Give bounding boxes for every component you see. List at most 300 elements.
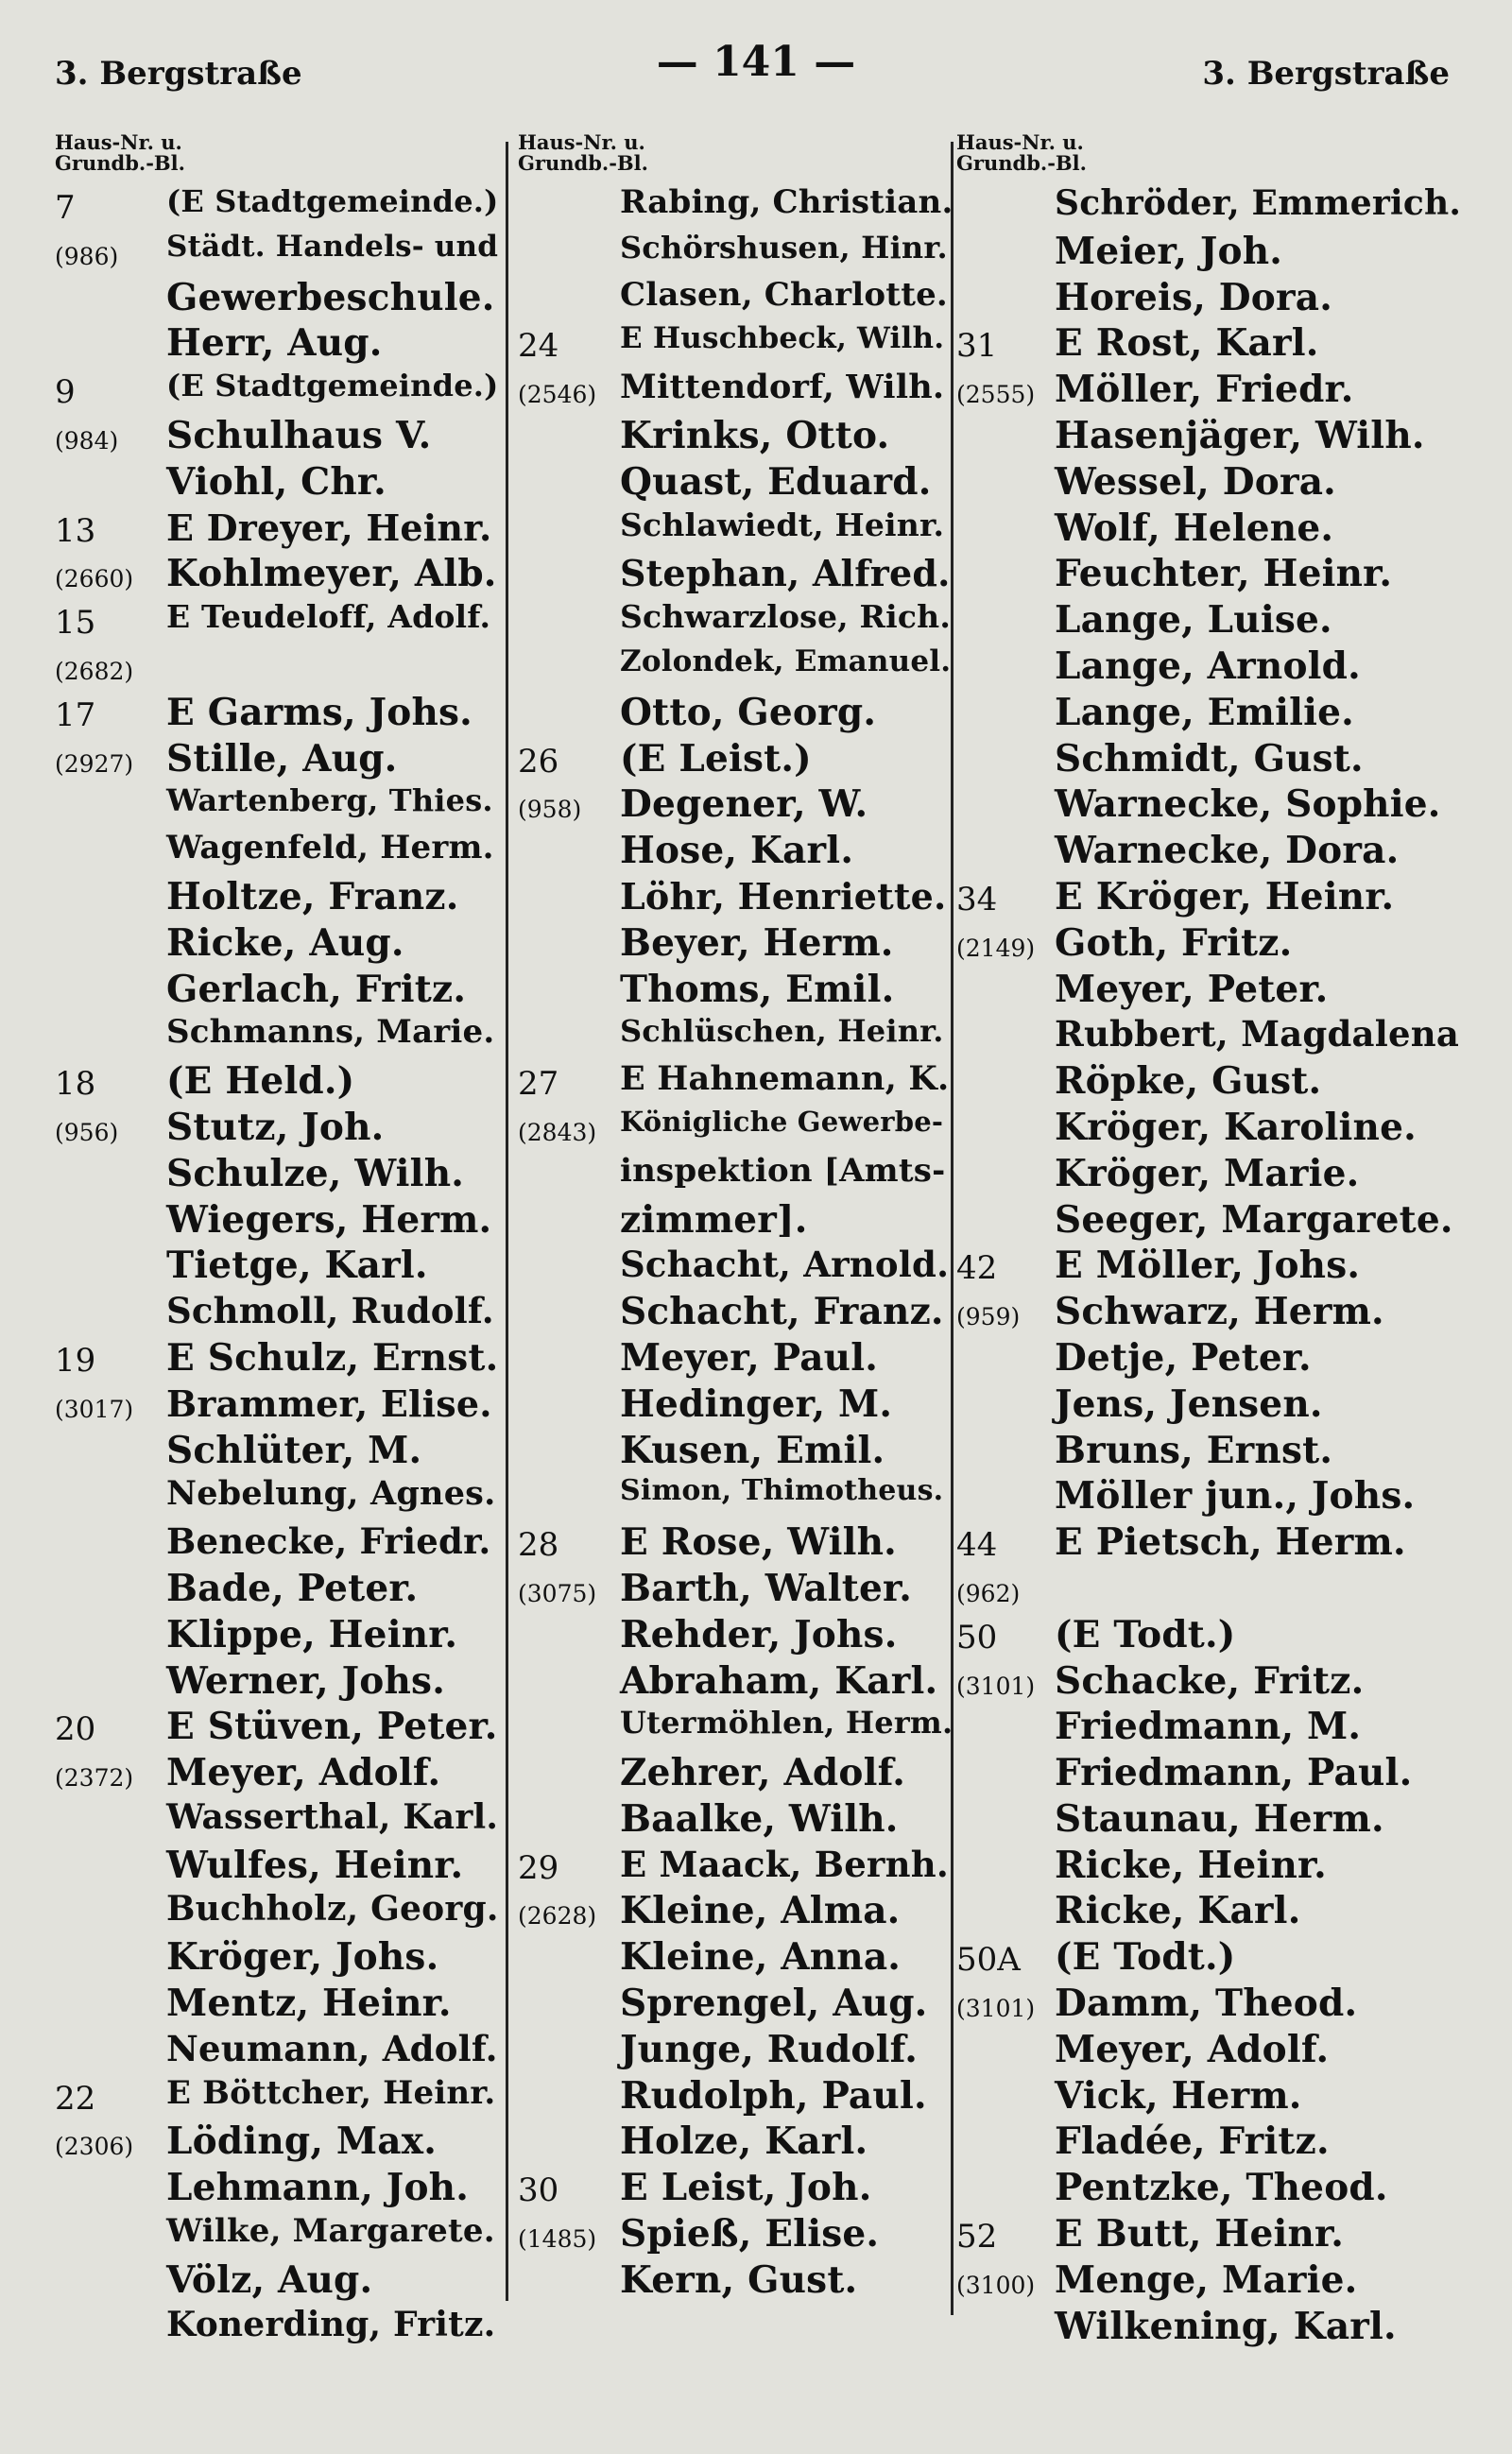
resident-entry: Rehder, Johs. <box>620 1612 898 1656</box>
list-item <box>518 1659 953 1706</box>
list-item <box>956 644 1467 691</box>
resident-entry: Kern, Gust. <box>620 2257 858 2302</box>
parcel-number: (958) <box>518 796 582 824</box>
resident-entry: Schwarzlose, Rich. <box>620 598 952 636</box>
list-item <box>55 1935 499 1982</box>
resident-entry: Clasen, Charlotte. <box>620 275 948 314</box>
list-item <box>55 2212 499 2258</box>
list-item <box>956 1982 1467 2028</box>
resident-entry: Buchholz, Georg. <box>166 1889 499 1930</box>
house-number: 22 <box>55 2079 96 2118</box>
column-header-line1: Haus-Nr. u. <box>55 130 182 154</box>
list-item <box>518 875 953 921</box>
list-item <box>55 737 499 783</box>
list-item <box>518 598 953 644</box>
list-item <box>55 2119 499 2166</box>
resident-entry: Simon, Thimotheus. <box>620 1474 944 1508</box>
house-number: 18 <box>55 1065 96 1104</box>
list-item <box>956 1659 1467 1706</box>
page-number: — 141 — <box>656 38 856 86</box>
list-item <box>956 506 1467 553</box>
list-item <box>956 1797 1467 1844</box>
list-item <box>956 1198 1467 1244</box>
resident-entry: Zehrer, Adolf. <box>620 1751 905 1795</box>
list-item <box>518 782 953 829</box>
resident-entry: E Huschbeck, Wilh. <box>620 321 945 356</box>
list-item <box>518 183 953 230</box>
list-item <box>956 1429 1467 1475</box>
resident-entry: Thoms, Emil. <box>620 967 895 1011</box>
resident-entry: Feuchter, Heinr. <box>1055 552 1393 596</box>
column-header <box>956 132 1467 178</box>
resident-entry: Friedmann, M. <box>1055 1705 1362 1749</box>
resident-entry: Schacht, Arnold. <box>620 1244 950 1286</box>
list-item <box>55 829 499 875</box>
resident-entry: Hedinger, M. <box>620 1381 893 1426</box>
resident-entry: Schörshusen, Hinr. <box>620 229 948 266</box>
list-item <box>518 691 953 737</box>
resident-entry: Löding, Max. <box>166 2119 437 2164</box>
resident-entry: Fladée, Fritz. <box>1055 2119 1330 2164</box>
resident-entry: Meyer, Adolf. <box>166 1751 441 1795</box>
list-item <box>518 968 953 1014</box>
parcel-number: (3101) <box>956 1672 1036 1700</box>
resident-entry: E Kröger, Heinr. <box>1055 874 1395 918</box>
house-number: 27 <box>518 1065 559 1104</box>
list-item <box>55 183 499 230</box>
resident-entry: Röpke, Gust. <box>1055 1059 1322 1104</box>
list-item <box>956 183 1467 230</box>
resident-entry: Konerding, Fritz. <box>166 2304 496 2344</box>
parcel-number: (2306) <box>55 2133 134 2161</box>
list-item <box>55 875 499 921</box>
page-header <box>0 0 1512 132</box>
parcel-number: (2149) <box>956 934 1036 962</box>
column-header-line2: Grundb.-Bl. <box>956 151 1087 175</box>
column-header-line1: Haus-Nr. u. <box>956 130 1084 154</box>
resident-entry: Seeger, Margarete. <box>1055 1197 1453 1242</box>
parcel-number: (3101) <box>956 1995 1036 2023</box>
entry-list <box>55 183 499 2350</box>
parcel-number: (956) <box>55 1118 119 1146</box>
list-item <box>518 276 953 322</box>
resident-entry: E Schulz, Ernst. <box>166 1335 499 1380</box>
resident-entry: E Butt, Heinr. <box>1055 2212 1344 2257</box>
list-item <box>55 1382 499 1429</box>
list-item <box>55 230 499 276</box>
list-item <box>956 368 1467 414</box>
resident-entry: Friedmann, Paul. <box>1055 1751 1413 1795</box>
list-item <box>55 1659 499 1706</box>
resident-entry: E Stüven, Peter. <box>166 1705 498 1749</box>
entry-list <box>518 183 953 2305</box>
resident-entry: inspektion [Amts- <box>620 1151 946 1190</box>
resident-entry: Hose, Karl. <box>620 829 854 873</box>
list-item <box>55 368 499 414</box>
parcel-number: (2555) <box>956 381 1036 409</box>
resident-entry: Ricke, Aug. <box>166 920 404 965</box>
list-item <box>956 552 1467 598</box>
list-item <box>518 1613 953 1659</box>
resident-entry: Brammer, Elise. <box>166 1381 492 1425</box>
house-number: 13 <box>55 511 96 550</box>
list-item <box>518 321 953 368</box>
resident-entry: Schröder, Emmerich. <box>1055 183 1462 223</box>
list-item <box>55 460 499 506</box>
resident-entry: E Möller, Johs. <box>1055 1244 1361 1288</box>
list-item <box>518 1935 953 1982</box>
list-item <box>956 2074 1467 2120</box>
house-number: 34 <box>956 880 998 918</box>
list-item <box>518 1567 953 1613</box>
list-item <box>518 737 953 783</box>
resident-entry: Meyer, Peter. <box>1055 967 1329 1011</box>
resident-entry: E Hahnemann, K. <box>620 1059 950 1099</box>
list-item <box>55 1520 499 1567</box>
list-item <box>956 598 1467 644</box>
list-item <box>55 321 499 368</box>
list-item <box>956 2166 1467 2212</box>
list-item <box>55 2305 499 2351</box>
parcel-number: (2546) <box>518 381 597 409</box>
resident-entry: Gewerbeschule. <box>166 275 495 319</box>
resident-entry: Schlüter, M. <box>166 1428 422 1472</box>
list-item <box>956 829 1467 875</box>
list-item <box>55 2074 499 2120</box>
house-number: 24 <box>518 327 559 366</box>
list-item <box>518 1336 953 1382</box>
resident-entry: Kröger, Johs. <box>166 1935 439 1980</box>
resident-entry: Junge, Rudolf. <box>620 2027 919 2071</box>
resident-entry: Holtze, Franz. <box>166 874 459 918</box>
resident-entry: Holze, Karl. <box>620 2119 868 2164</box>
list-item <box>518 414 953 460</box>
list-item <box>956 1059 1467 1106</box>
resident-entry: Warnecke, Sophie. <box>1055 782 1441 827</box>
resident-entry: Herr, Aug. <box>166 321 383 366</box>
house-number: 7 <box>55 189 76 227</box>
resident-entry: Wilke, Margarete. <box>166 2212 495 2251</box>
resident-entry: Meyer, Adolf. <box>1055 2027 1330 2071</box>
resident-entry: Kröger, Karoline. <box>1055 1105 1417 1149</box>
list-item <box>55 782 499 829</box>
resident-entry: Schacke, Fritz. <box>1055 1658 1365 1703</box>
resident-entry: Gerlach, Fritz. <box>166 967 467 1011</box>
list-item <box>55 1889 499 1935</box>
list-item <box>956 1935 1467 1982</box>
resident-entry: Möller jun., Johs. <box>1055 1474 1416 1519</box>
list-item <box>518 1474 953 1520</box>
resident-entry: Wessel, Dora. <box>1055 459 1336 504</box>
resident-entry: Jens, Jensen. <box>1055 1381 1323 1426</box>
column-divider <box>506 142 508 2301</box>
resident-entry: Rudolph, Paul. <box>620 2073 927 2118</box>
house-number: 30 <box>518 2171 559 2210</box>
house-number: 20 <box>55 1710 96 1749</box>
resident-entry: (E Leist.) <box>620 736 812 781</box>
list-item <box>956 1567 1467 1613</box>
resident-entry: Neumann, Adolf. <box>166 2027 498 2069</box>
resident-entry: Rabing, Christian. <box>620 183 954 221</box>
list-item <box>518 2119 953 2166</box>
resident-entry: Damm, Theod. <box>1055 1982 1358 2026</box>
resident-entry: E Teudeloff, Adolf. <box>166 598 491 636</box>
list-item <box>55 1059 499 1106</box>
resident-entry: Kröger, Marie. <box>1055 1151 1360 1195</box>
resident-entry: Meier, Joh. <box>1055 229 1283 273</box>
list-item <box>518 1198 953 1244</box>
list-item <box>956 1520 1467 1567</box>
list-item <box>55 1474 499 1520</box>
list-item <box>55 1198 499 1244</box>
list-item <box>518 2166 953 2212</box>
resident-entry: Sprengel, Aug. <box>620 1982 928 2026</box>
resident-entry: (E Todt.) <box>1055 1612 1236 1656</box>
list-item <box>518 2212 953 2258</box>
resident-entry: Stephan, Alfred. <box>620 552 951 595</box>
list-item <box>518 1382 953 1429</box>
resident-entry: Löhr, Henriette. <box>620 874 947 918</box>
list-item <box>55 1844 499 1890</box>
house-number: 44 <box>956 1526 998 1565</box>
resident-entry: Wiegers, Herm. <box>166 1197 492 1242</box>
resident-entry: Völz, Aug. <box>166 2257 373 2302</box>
list-item <box>518 1844 953 1890</box>
list-item <box>518 1244 953 1290</box>
resident-entry: Beyer, Herm. <box>620 920 894 965</box>
list-item <box>55 1705 499 1751</box>
resident-entry: Kusen, Emil. <box>620 1428 885 1472</box>
resident-entry: Kleine, Alma. <box>620 1889 901 1933</box>
resident-entry: Mentz, Heinr. <box>166 1982 452 2026</box>
parcel-number: (986) <box>55 242 119 270</box>
column-header-line2: Grundb.-Bl. <box>518 151 648 175</box>
list-item <box>518 1751 953 1797</box>
list-item <box>956 691 1467 737</box>
house-number: 42 <box>956 1249 998 1288</box>
parcel-number: (959) <box>956 1303 1021 1331</box>
resident-entry: Abraham, Karl. <box>620 1658 938 1703</box>
list-item <box>956 1844 1467 1890</box>
resident-entry: Horeis, Dora. <box>1055 275 1332 319</box>
street-heading-right: 3. Bergstraße <box>1202 55 1450 93</box>
resident-entry: Quast, Eduard. <box>620 459 932 504</box>
resident-entry: Wartenberg, Thies. <box>166 782 493 819</box>
list-item <box>956 1336 1467 1382</box>
list-item <box>55 644 499 691</box>
list-item <box>956 1152 1467 1198</box>
resident-entry: Viohl, Chr. <box>166 459 387 504</box>
parcel-number: (2843) <box>518 1118 597 1146</box>
house-number: 31 <box>956 327 998 366</box>
parcel-number: (2628) <box>518 1902 597 1931</box>
resident-entry: Utermöhlen, Herm. <box>620 1705 954 1742</box>
resident-entry: Schlawiedt, Heinr. <box>620 506 945 543</box>
column-header-line2: Grundb.-Bl. <box>55 151 185 175</box>
column-3 <box>956 132 1467 2350</box>
resident-entry: Ricke, Heinr. <box>1055 1843 1327 1887</box>
column-1 <box>55 132 499 2350</box>
list-item <box>518 2258 953 2305</box>
list-item <box>956 1382 1467 1429</box>
list-item <box>55 1106 499 1152</box>
resident-entry: E Dreyer, Heinr. <box>166 506 492 549</box>
list-item <box>956 2028 1467 2074</box>
list-item <box>956 1290 1467 1336</box>
list-item <box>518 921 953 968</box>
list-item <box>55 414 499 460</box>
resident-entry: Degener, W. <box>620 782 868 827</box>
list-item <box>956 321 1467 368</box>
list-item <box>518 1290 953 1336</box>
resident-entry: E Leist, Joh. <box>620 2166 872 2210</box>
list-item <box>518 1429 953 1475</box>
list-item <box>55 1797 499 1844</box>
resident-entry: Wasserthal, Karl. <box>166 1796 499 1837</box>
list-item <box>956 1244 1467 1290</box>
resident-entry: Warnecke, Dora. <box>1055 829 1400 873</box>
resident-entry: Hasenjäger, Wilh. <box>1055 413 1425 457</box>
list-item <box>55 1290 499 1336</box>
parcel-number: (2682) <box>55 657 134 685</box>
resident-entry: Schmoll, Rudolf. <box>166 1290 494 1332</box>
list-item <box>55 1567 499 1613</box>
resident-entry: E Maack, Bernh. <box>620 1843 949 1885</box>
resident-entry: Lange, Emilie. <box>1055 690 1354 734</box>
house-number: 19 <box>55 1341 96 1380</box>
list-item <box>55 1336 499 1382</box>
house-number: 50 <box>956 1618 998 1656</box>
list-item <box>956 1751 1467 1797</box>
house-number: 52 <box>956 2218 998 2257</box>
resident-entry: Otto, Georg. <box>620 690 877 734</box>
resident-entry: Detje, Peter. <box>1055 1335 1312 1380</box>
parcel-number: (3100) <box>956 2271 1036 2299</box>
resident-entry: zimmer]. <box>620 1197 808 1242</box>
resident-entry: Wulfes, Heinr. <box>166 1843 464 1887</box>
parcel-number: (2927) <box>55 749 134 778</box>
list-item <box>956 1474 1467 1520</box>
resident-entry: Städt. Handels- und <box>166 229 499 264</box>
list-item <box>55 1429 499 1475</box>
resident-entry: Menge, Marie. <box>1055 2257 1358 2302</box>
resident-entry: (E Stadtgemeinde.) <box>166 368 499 404</box>
list-item <box>956 875 1467 921</box>
list-item <box>55 2166 499 2212</box>
list-item <box>956 1889 1467 1935</box>
resident-entry: Meyer, Paul. <box>620 1335 879 1380</box>
list-item <box>55 2258 499 2305</box>
resident-entry: Schacht, Franz. <box>620 1290 944 1334</box>
resident-entry: Wolf, Helene. <box>1055 506 1334 550</box>
house-number: 26 <box>518 742 559 781</box>
resident-entry: Möller, Friedr. <box>1055 368 1354 412</box>
resident-entry: Zolondek, Emanuel. <box>620 644 952 678</box>
column-2 <box>518 132 953 2305</box>
resident-entry: Schwarz, Herm. <box>1055 1290 1384 1334</box>
parcel-number: (3075) <box>518 1579 597 1607</box>
list-item <box>55 1613 499 1659</box>
list-item <box>55 1013 499 1059</box>
house-number: 50A <box>956 1941 1021 1980</box>
list-item <box>55 1152 499 1198</box>
list-item <box>518 460 953 506</box>
resident-entry: E Pietsch, Herm. <box>1055 1520 1406 1565</box>
list-item <box>956 2212 1467 2258</box>
resident-entry: Wilkening, Karl. <box>1055 2304 1397 2348</box>
resident-entry: Tietge, Karl. <box>166 1244 428 1288</box>
resident-entry: Lehmann, Joh. <box>166 2166 469 2210</box>
house-number: 15 <box>55 604 96 643</box>
parcel-number: (2660) <box>55 565 134 593</box>
resident-entry: Schulze, Wilh. <box>166 1151 465 1195</box>
resident-entry: Bade, Peter. <box>166 1566 419 1610</box>
house-number: 29 <box>518 1848 559 1887</box>
list-item <box>956 414 1467 460</box>
list-item <box>956 737 1467 783</box>
list-item <box>518 1797 953 1844</box>
resident-entry: Krinks, Otto. <box>620 413 890 457</box>
list-item <box>518 230 953 276</box>
resident-entry: Schmanns, Marie. <box>166 1013 495 1052</box>
resident-entry: E Rost, Karl. <box>1055 321 1319 366</box>
list-item <box>55 1982 499 2028</box>
parcel-number: (1485) <box>518 2225 597 2254</box>
list-item <box>956 921 1467 968</box>
list-item <box>518 1889 953 1935</box>
resident-entry: (E Stadtgemeinde.) <box>166 183 499 219</box>
list-item <box>518 1520 953 1567</box>
list-item <box>55 2028 499 2074</box>
resident-entry: Lange, Luise. <box>1055 598 1332 643</box>
list-item <box>55 506 499 553</box>
resident-entry: Goth, Fritz. <box>1055 920 1293 965</box>
list-item <box>956 2258 1467 2305</box>
parcel-number: (984) <box>55 426 119 455</box>
resident-entry: Vick, Herm. <box>1055 2073 1302 2118</box>
resident-entry: Lange, Arnold. <box>1055 644 1361 688</box>
resident-entry: Stille, Aug. <box>166 736 398 781</box>
resident-entry: Wagenfeld, Herm. <box>166 829 494 867</box>
list-item <box>518 1013 953 1059</box>
list-item <box>55 552 499 598</box>
list-item <box>55 921 499 968</box>
list-item <box>518 2028 953 2074</box>
resident-entry: Kleine, Anna. <box>620 1935 902 1980</box>
list-item <box>55 598 499 644</box>
resident-entry: Schulhaus V. <box>166 413 432 457</box>
resident-entry: E Garms, Johs. <box>166 690 472 734</box>
resident-entry: (E Held.) <box>166 1059 355 1104</box>
resident-entry: Ricke, Karl. <box>1055 1889 1301 1933</box>
resident-entry: Stutz, Joh. <box>166 1105 385 1149</box>
list-item <box>518 506 953 553</box>
list-item <box>518 1106 953 1152</box>
resident-entry: Benecke, Friedr. <box>166 1520 491 1563</box>
list-item <box>956 2119 1467 2166</box>
parcel-number: (3017) <box>55 1395 134 1423</box>
resident-entry: Königliche Gewerbe- <box>620 1105 944 1138</box>
resident-entry: Pentzke, Theod. <box>1055 2166 1388 2210</box>
list-item <box>518 1059 953 1106</box>
resident-entry: Schlüschen, Heinr. <box>620 1013 944 1050</box>
resident-entry: Staunau, Herm. <box>1055 1796 1384 1841</box>
list-item <box>518 2074 953 2120</box>
house-number: 9 <box>55 373 76 412</box>
resident-entry: (E Todt.) <box>1055 1935 1236 1980</box>
entry-list <box>956 183 1467 2350</box>
resident-entry: Barth, Walter. <box>620 1566 912 1610</box>
